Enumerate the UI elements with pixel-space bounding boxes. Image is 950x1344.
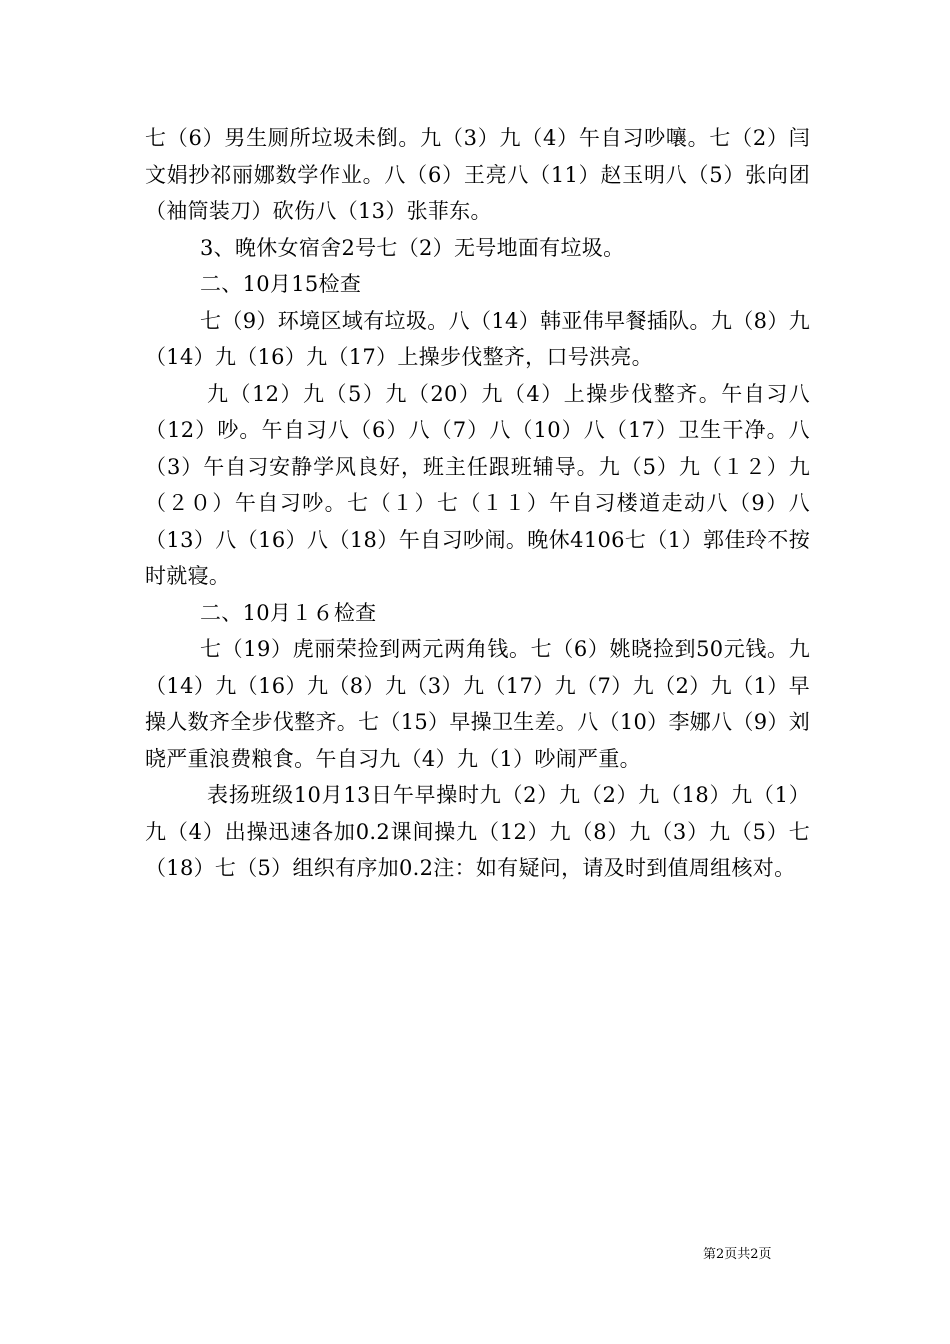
paragraph-commendation: 表扬班级10月13日午早操时九（2）九（2）九（18）九（1）九（4）出操迅速各加0.2课间操九（12）九（8）九（3）九（5）七（18）七（5）组织有序加0.2注：如有疑问，请及时到值周组核对。 [145, 783, 810, 880]
paragraph-oct-16: 七（19）虎丽荣捡到两元两角钱。七（6）姚晓捡到50元钱。九（14）九（16）九（8）九（3）九（17）九（7）九（2）九（1）早操人数齐全步伐整齐。七（15）早操卫生差。八（10）李娜八（9）刘晓严重浪费粮食。午自习九（4）九（1）吵闹严重。 [145, 637, 810, 771]
paragraph-oct-15-b: 九（12）九（5）九（20）九（4）上操步伐整齐。午自习八（12）吵。午自习八（6）八（7）八（10）八（17）卫生干净。八（3）午自习安静学风良好，班主任跟班辅导。九（5）九（１２）九（２０）午自习吵。七（１）七（１１）午自习楼道走动八（9）八（13）八（16）八（18）午自习吵闹。晚休4106七（1）郭佳玲不按时就寝。 [145, 381, 810, 588]
paragraph-dormitory: 3、晚休女宿舍2号七（2）无号地面有垃圾。 [200, 235, 625, 260]
document-body [145, 120, 810, 887]
paragraph-continuation: 七（6）男生厕所垃圾未倒。九（3）九（4）午自习吵嚷。七（2）闫文娟抄祁丽娜数学作业。八（6）王亮八（11）赵玉明八（5）张向团（袖筒装刀）砍伤八（13）张菲东。 [145, 126, 810, 223]
paragraph-oct-15-a: 七（9）环境区域有垃圾。八（14）韩亚伟早餐插队。九（8）九（14）九（16）九（17）上操步伐整齐，口号洪亮。 [145, 308, 810, 369]
page-number: 第2页共2页 [703, 1247, 772, 1262]
section-heading-oct-15: 二、10月15检查 [200, 272, 362, 296]
section-heading-oct-16: 二、10月１６检查 [200, 600, 377, 625]
